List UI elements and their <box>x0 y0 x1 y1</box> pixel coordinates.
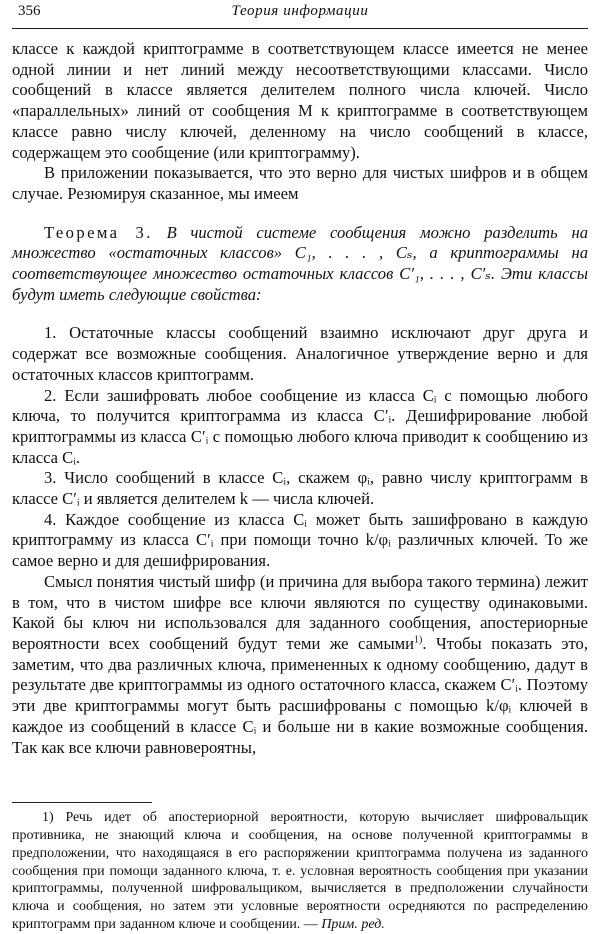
property-item-2: 2. Если зашифровать любое сообщение из класса Cᵢ с помощью любого ключа, то получится криптограмма из класса C′ᵢ. Дешифрирование любой криптограммы из класса C′ᵢ с помощью любого ключа приводит к сообщению из класса Cᵢ. <box>12 385 588 467</box>
theorem-statement: В чистой системе сообщения можно разделить на множество «остаточных классов» C₁, . . . , Cₛ, а криптограммы на соответствующее множество остаточных классов C′₁, . . . , C′ₛ. Эти классы будут иметь следующие свойства: <box>12 222 588 304</box>
property-item-4: 4. Каждое сообщение из класса Cᵢ может быть зашифровано в каждую криптограмму из класса C′ᵢ при помощи точно k/φᵢ различных ключей. То же самое верно и для дешифрирования. <box>12 509 588 571</box>
property-item-1: 1. Остаточные классы сообщений взаимно исключают друг друга и содержат все возможные сообщения. Аналогичное утверждение верно и для остаточных классов криптограмм. <box>12 323 588 384</box>
paragraph-summary: В приложении показывается, что это верно для чистых шифров и в общем случае. Резюмируя сказанное, мы имеем <box>12 163 588 203</box>
property-item-3: 3. Число сообщений в классе Cᵢ, скажем φᵢ, равно числу криптограмм в классе C′ᵢ и является делителем k — числа ключей. <box>12 468 588 509</box>
paragraph-pure-cipher <box>12 572 588 758</box>
footnote-signature: Прим. ред. <box>321 916 385 932</box>
page-header <box>12 2 588 29</box>
pure-cipher-text-b: . Чтобы показать это, заметим, что два различных ключа, примененных к одному сообщению, дадут в результате две криптограммы из одного остаточного класса, скажем C′ᵢ. Поэтому эти две криптограммы могут быть расшифрованы с помощью k/φᵢ ключей в каждое из сообщений в классе Cᵢ и больше ни в какие возможные сообщения. Так как все ключи равновероятны, <box>12 633 588 757</box>
main-text <box>12 39 588 758</box>
theorem-3 <box>12 223 588 306</box>
page-number: 356 <box>18 3 41 19</box>
running-title: Теория информации <box>231 3 369 19</box>
footnote-mark: 1) <box>42 810 54 826</box>
pure-cipher-text-a: Смысл понятия чистый шифр (и причина для выбора такого термина) лежит в том, что в чистом шифре все ключи являются по существу одинаковыми. Какой бы ключ ни использовался для заданного сообщения, апостериорные вероятности всех сообщений будут теми же самыми <box>12 571 588 653</box>
book-page <box>0 2 600 932</box>
footnote-divider <box>12 802 152 803</box>
footnote <box>12 809 588 934</box>
theorem-label: Теорема 3. <box>44 222 153 242</box>
footnote-text: Речь идет об апостериорной вероятности, которую вычисляет шифровальщик противника, не знающий ключа и сообщения, на основе полученной криптограммы в предположении, что находящаяся в его распоряжении криптограмма получена из заданного сообщения при помощи заданного ключа, т. е. условная вероятность сообщения при указании криптограммы, полученной шифровальщиком, вычисляется в предположении случайности ключа и сообщения, но затем эти условные вероятности осредняются по распределению криптограмм при заданном ключе и сообщении. — <box>12 810 588 932</box>
paragraph-continuation: классе к каждой криптограмме в соответствующем классе имеется не менее одной линии и нет линий между несоответствующими классами. Число сообщений в классе является делителем полного числа ключей. Число «параллельных» линий от сообщения M к криптограмме в соответствующем классе равно числу ключей, деленному на число сообщений в классе, содержащем это сообщение (или криптограмму). <box>12 39 588 162</box>
footnote-reference[interactable]: 1) <box>414 634 423 646</box>
